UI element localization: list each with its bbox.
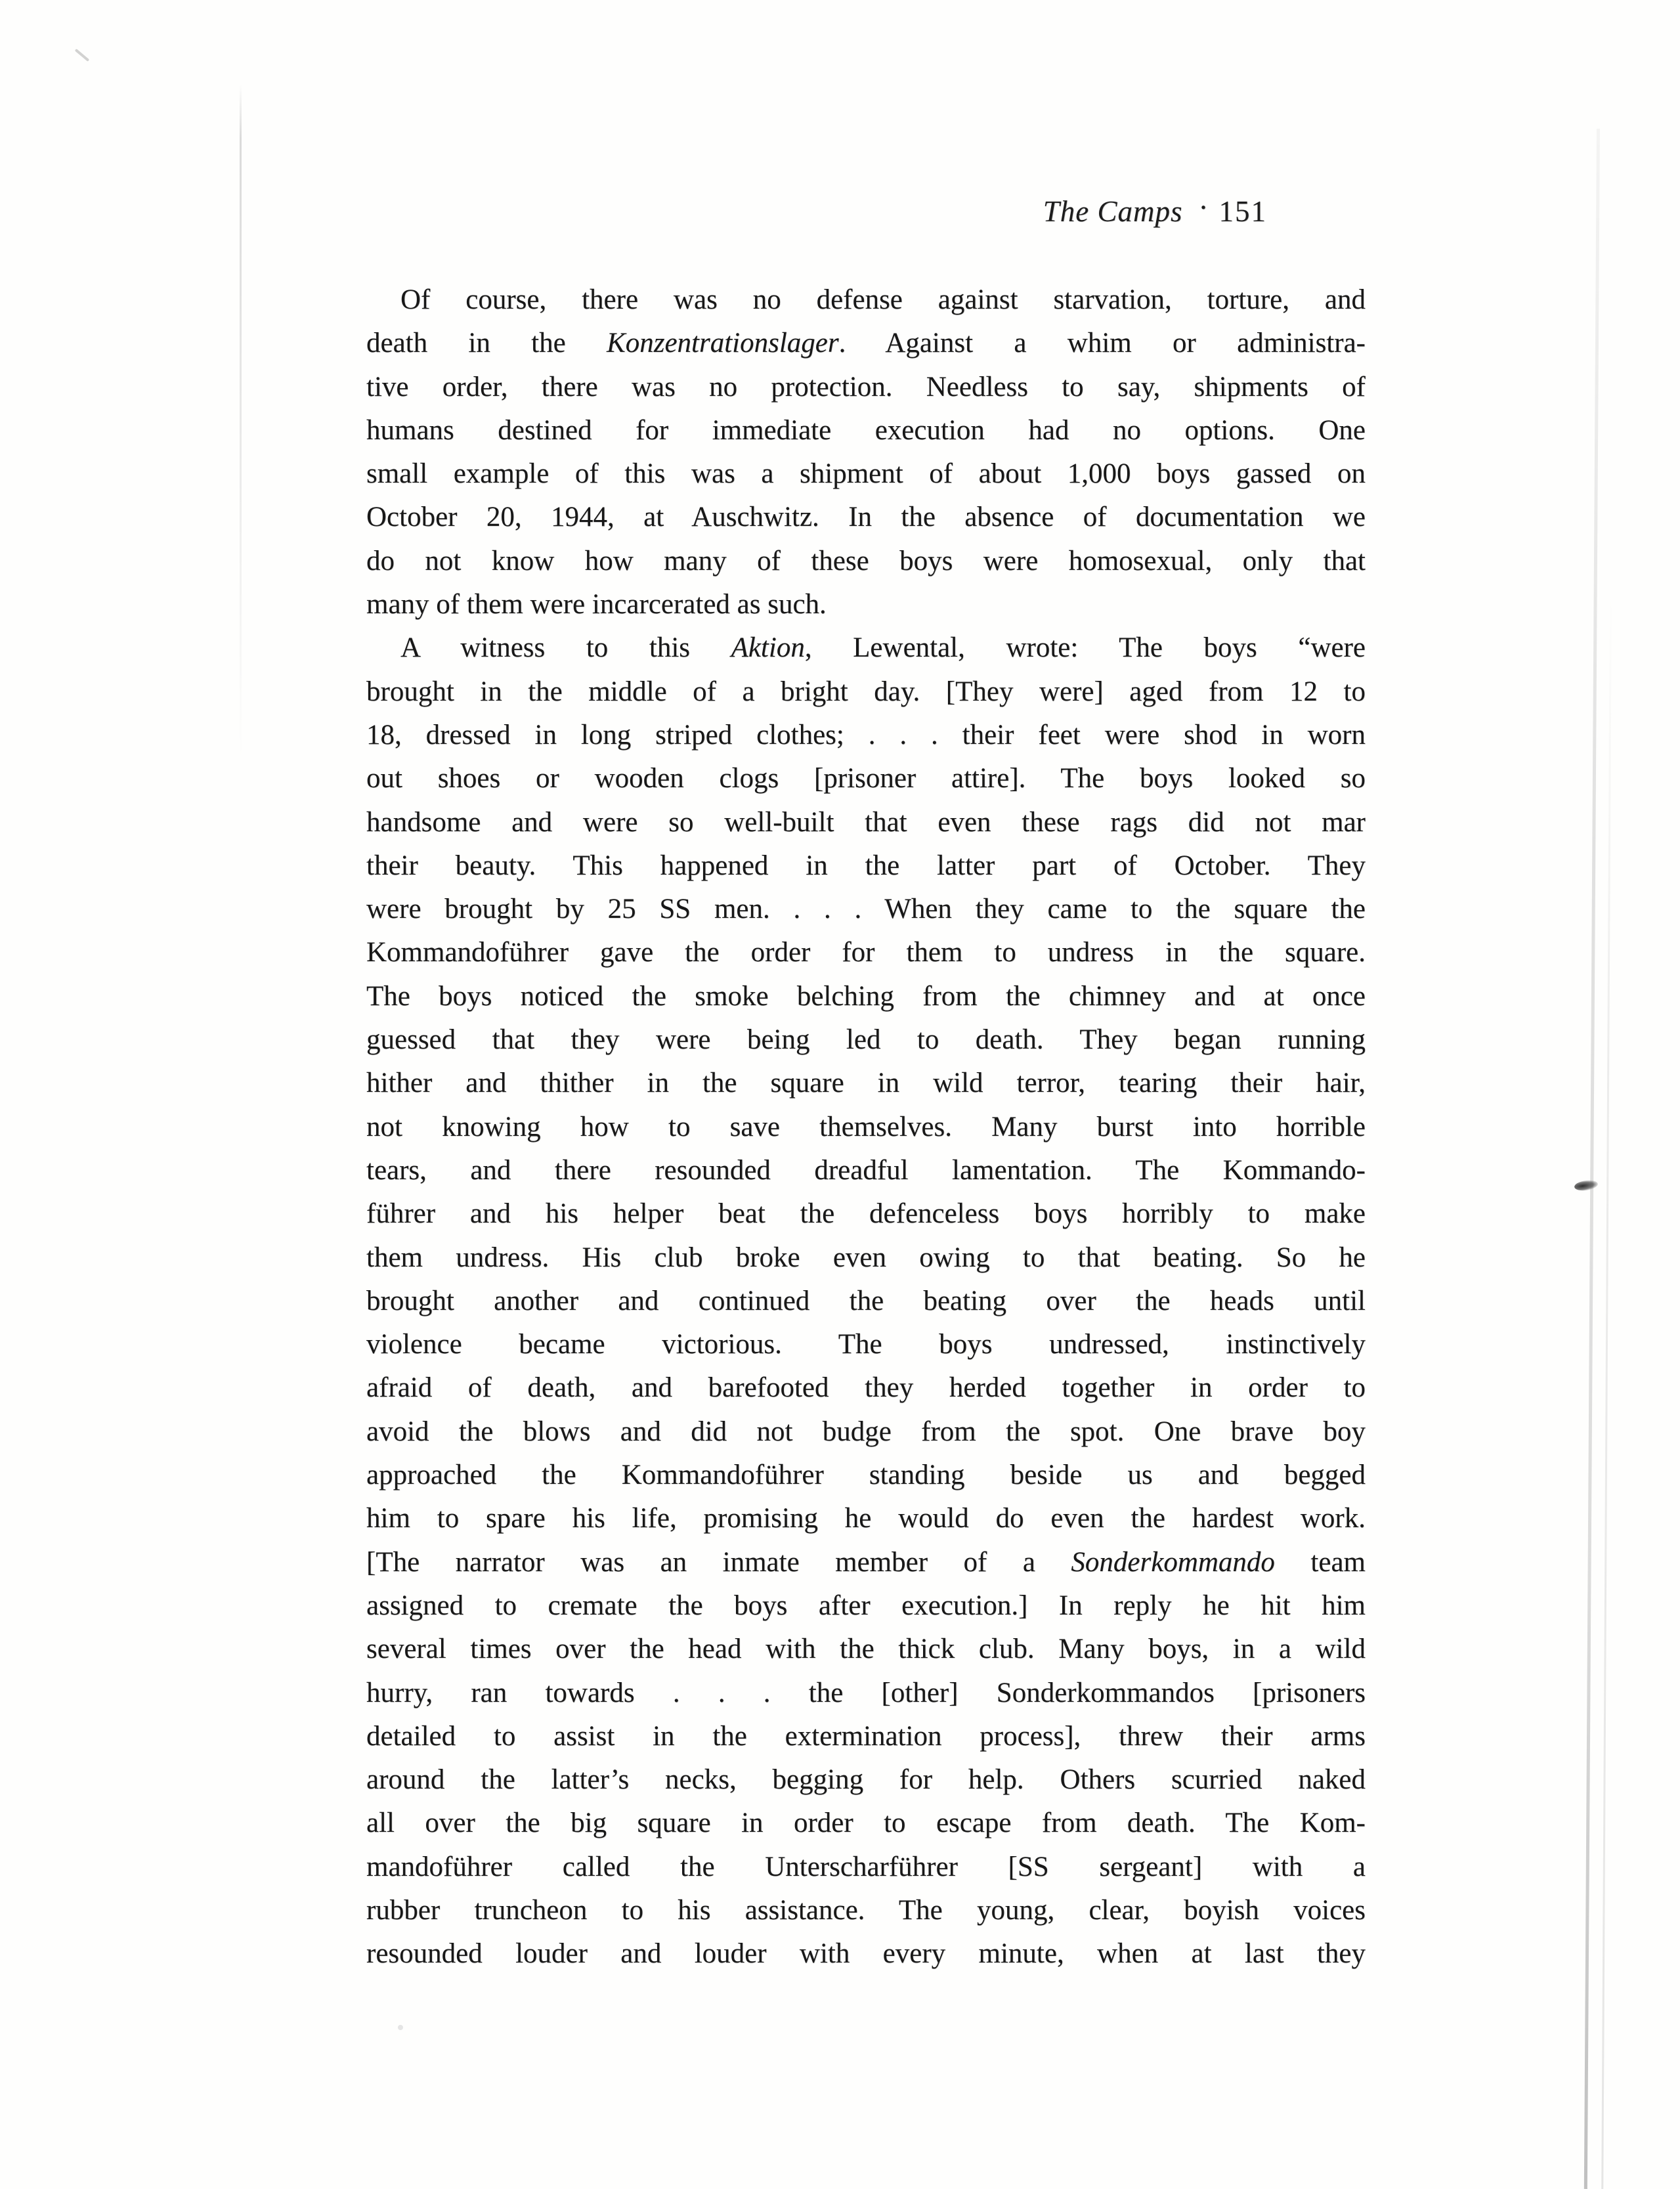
scan-artifact-bottom-speck [398,2025,403,2030]
text-segment: handsome and were so well-built that even these rags did not mar [366,806,1366,838]
text-segment: [The narrator was an inmate member of a [366,1546,1071,1578]
text-segment: . Against a whim or administra- [838,328,1366,359]
text-line [366,1236,1366,1280]
text-segment: violence became victorious. The boys undressed, instinctively [366,1329,1366,1360]
text-line [366,1192,1366,1236]
text-line [366,452,1366,496]
text-line [366,409,1366,452]
text-line [366,540,1366,583]
text-segment: brought another and continued the beating over the heads until [366,1285,1366,1316]
text-line [366,1323,1366,1366]
text-segment: out shoes or wooden clogs [prisoner attire]. The boys looked so [366,763,1366,794]
text-segment: 18, dressed in long striped clothes; . . . their feet were shod in worn [366,719,1366,750]
text-line [366,1541,1366,1584]
body-text [366,278,1366,1976]
running-head-title: The Camps [1043,195,1183,228]
text-line [366,366,1366,409]
text-line [366,1889,1366,1932]
text-segment: not knowing how to save themselves. Many burst into horrible [366,1111,1366,1142]
text-line [366,278,1366,322]
text-segment: The boys noticed the smoke belching from the chimney and at once [366,980,1366,1012]
text-segment: death in the [366,328,607,359]
running-head-separator: · [1198,191,1209,224]
text-line [366,975,1366,1018]
scan-artifact-dark-tick [1574,1179,1599,1192]
italic-text-segment: Sonderkommando [1071,1546,1275,1578]
text-line [366,1106,1366,1149]
text-line [366,931,1366,974]
text-segment: humans destined for immediate execution had no options. One [366,414,1366,446]
text-segment: , Lewental, wrote: The boys “were [804,632,1366,664]
paragraph [366,278,1366,626]
text-segment: afraid of death, and barefooted they herded together in order to [366,1372,1366,1404]
text-segment: detailed to assist in the extermination process], threw their arms [366,1720,1366,1752]
italic-text-segment: Aktion [731,632,805,664]
text-segment: approached the Kommandoführer standing beside us and begged [366,1460,1366,1491]
text-segment: Kommandoführer gave the order for them to undress in the square. [366,937,1366,968]
text-line [366,322,1366,365]
text-segment: were brought by 25 SS men. . . . When they came to the square the [366,894,1366,925]
text-line [366,844,1366,888]
text-segment: their beauty. This happened in the latter part of October. They [366,850,1366,881]
text-segment: around the latter’s necks, begging for help. Others scurried naked [366,1764,1366,1796]
scan-artifact-right-line [1584,129,1600,2189]
scan-artifact-top-left-speck [75,49,89,62]
text-segment: A witness to this [400,632,731,664]
text-segment: tears, and there resounded dreadful lamentation. The Kommando- [366,1154,1366,1186]
text-line [366,583,1366,626]
text-line [366,1280,1366,1323]
text-line [366,1454,1366,1497]
text-segment: all over the big square in order to escape from death. The Kom- [366,1808,1366,1839]
text-segment: several times over the head with the thick club. Many boys, in a wild [366,1634,1366,1665]
text-segment: tive order, there was no protection. Needless to say, shipments of [366,371,1366,402]
text-line [366,757,1366,800]
text-line [366,1062,1366,1105]
text-line [366,888,1366,931]
text-line [366,1497,1366,1540]
text-segment: assigned to cremate the boys after execution.] In reply he hit him [366,1590,1366,1621]
page-number: 151 [1218,195,1267,228]
text-line [366,670,1366,714]
text-segment: brought in the middle of a bright day. [They were] aged from 12 to [366,676,1366,707]
text-segment: avoid the blows and did not budge from the spot. One brave boy [366,1416,1366,1447]
text-line [366,1584,1366,1628]
italic-text-segment: Konzentrationslager [607,328,839,359]
text-segment: October 20, 1944, at Auschwitz. In the absence of documentation we [366,502,1366,533]
text-segment: him to spare his life, promising he would do even the hardest work. [366,1503,1366,1534]
paragraph [366,626,1366,1976]
text-segment: team [1274,1546,1366,1578]
text-line [366,496,1366,539]
text-line [366,1672,1366,1715]
text-line [366,1846,1366,1889]
text-line [366,1932,1366,1976]
text-segment: führer and his helper beat the defenceless boys horribly to make [366,1198,1366,1230]
text-line [366,626,1366,670]
text-line [366,1366,1366,1410]
text-segment: small example of this was a shipment of about 1,000 boys gassed on [366,458,1366,490]
text-line [366,1628,1366,1671]
text-segment: many of them were incarcerated as such. [366,589,827,620]
text-segment: do not know how many of these boys were homosexual, only that [366,545,1366,576]
text-line [366,1758,1366,1802]
scan-artifact-left-line [240,84,242,760]
text-segment: rubber truncheon to his assistance. The young, clear, boyish voices [366,1894,1366,1926]
running-head [1043,191,1267,228]
text-segment: them undress. His club broke even owing to that beating. So he [366,1242,1366,1273]
text-line [366,801,1366,844]
text-line [366,1149,1366,1192]
text-line [366,714,1366,757]
text-segment: Of course, there was no defense against starvation, torture, and [400,284,1366,315]
scan-artifact-right-line-secondary [1601,591,1612,2189]
text-segment: mandoführer called the Unterscharführer [SS sergeant] with a [366,1851,1366,1882]
text-segment: hither and thither in the square in wild terror, tearing their hair, [366,1068,1366,1099]
text-segment: hurry, ran towards . . . the [other] Sonderkommandos [prisoners [366,1677,1366,1708]
text-line [366,1410,1366,1454]
text-segment: resounded louder and louder with every minute, when at last they [366,1938,1366,1970]
text-line [366,1715,1366,1758]
text-segment: guessed that they were being led to death. They began running [366,1024,1366,1056]
text-line [366,1802,1366,1845]
text-line [366,1018,1366,1062]
